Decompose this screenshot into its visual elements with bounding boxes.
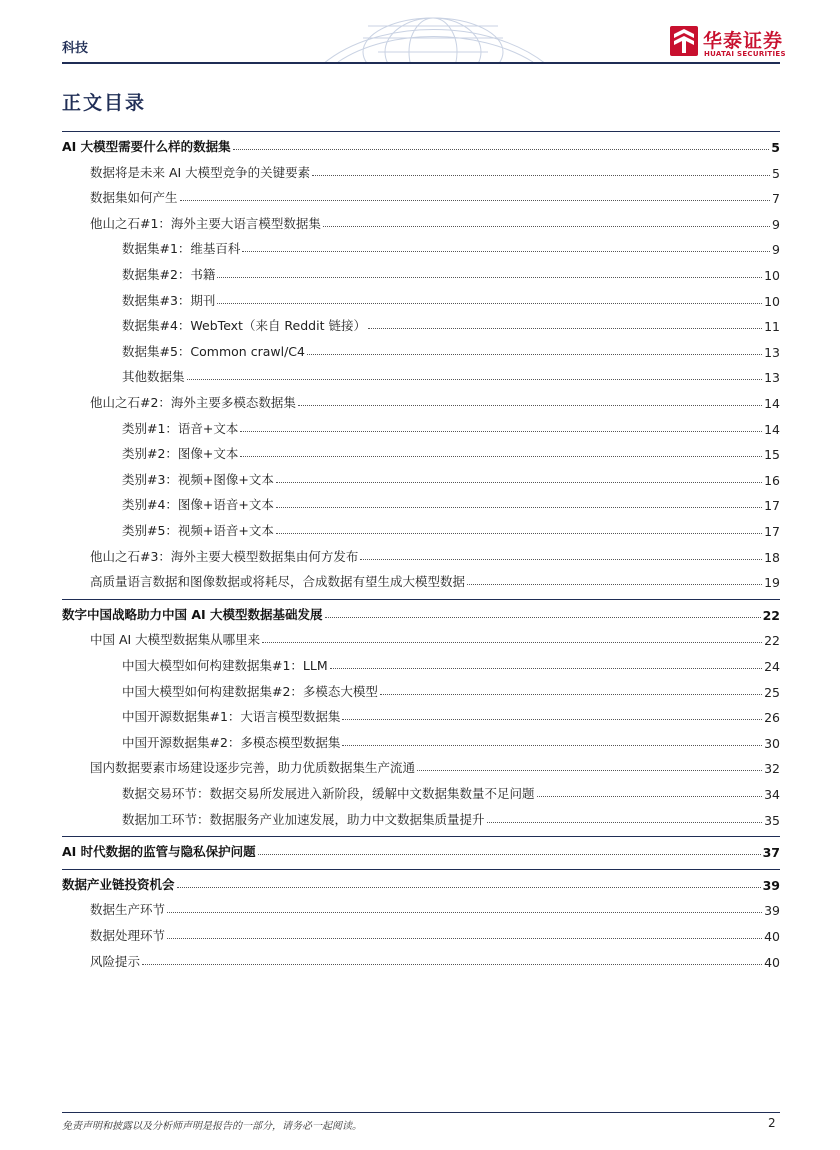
toc-entry-title: 数据加工环节：数据服务产业加速发展，助力中文数据集质量提升 [122, 811, 485, 827]
toc-leader-dots [325, 617, 761, 618]
toc-entry-title: 数据生产环节 [90, 902, 166, 918]
toc-entry-page: 10 [764, 268, 780, 283]
toc-entry-page: 13 [764, 344, 780, 360]
toc-leader-dots [467, 584, 762, 585]
toc-entry-page: 24 [764, 659, 780, 674]
toc-entry[interactable] [90, 754, 780, 776]
toc-entry-page: 9 [772, 242, 780, 258]
toc-leader-dots [360, 559, 762, 560]
section-rule [62, 836, 780, 837]
toc-leader-dots [180, 200, 771, 201]
toc-entry-page: 14 [764, 421, 780, 437]
toc-entry-title: 数据集#1：维基百科 [122, 241, 241, 257]
toc-leader-dots [342, 745, 762, 746]
header-rule [62, 62, 780, 64]
toc-leader-dots [342, 719, 762, 720]
toc-entry-page: 39 [762, 877, 780, 893]
toc-leader-dots [242, 251, 770, 252]
toc-entry-title: 数据将是未来 AI 大模型竞争的关键要素 [90, 164, 311, 180]
section-rule [62, 599, 780, 600]
toc-entry-page: 7 [772, 191, 780, 207]
toc-entry[interactable] [122, 440, 780, 462]
toc-entry-title: 其他数据集 [122, 369, 185, 385]
toc-entry-page: 5 [772, 165, 780, 181]
toc-entry[interactable] [122, 678, 780, 700]
toc-entry[interactable] [122, 235, 780, 257]
logo-chinese-text: 华泰证券 [703, 30, 784, 52]
toc-entry[interactable] [122, 261, 780, 283]
toc-entry-title: 他山之石#2：海外主要多模态数据集 [90, 395, 296, 410]
toc-entry-page: 22 [764, 633, 780, 649]
toc-entry[interactable] [122, 287, 780, 309]
toc-entry[interactable] [90, 948, 780, 970]
toc-entry-page: 37 [762, 845, 780, 861]
toc-entry[interactable] [122, 491, 780, 513]
toc-entry-title: 中国大模型如何构建数据集#2：多模态大模型 [122, 683, 378, 699]
toc-entry-title: 中国大模型如何构建数据集#1：LLM [122, 658, 328, 673]
toc-entry-title: AI 大模型需要什么样的数据集 [62, 139, 231, 154]
toc-entry-title: 数据集#2：书籍 [122, 267, 216, 282]
toc-leader-dots [240, 431, 762, 432]
toc-entry-title: 他山之石#3：海外主要大模型数据集由何方发布 [90, 548, 359, 564]
toc-entry-title: 数据处理环节 [90, 928, 166, 943]
toc-entry[interactable] [90, 159, 780, 181]
toc-entry-title: 数据集#3：期刊 [122, 292, 216, 308]
toc-entry-page: 19 [764, 575, 780, 591]
toc-leader-dots [298, 405, 762, 406]
toc-entry-page: 14 [764, 396, 780, 411]
toc-entry[interactable] [62, 601, 780, 623]
toc-entry-title: 中国开源数据集#1：大语言模型数据集 [122, 709, 341, 725]
toc-leader-dots [217, 277, 762, 278]
globe-decoration-icon [318, 8, 548, 64]
toc-leader-dots [323, 226, 770, 227]
toc-entry-page: 35 [764, 812, 780, 828]
toc-leader-dots [276, 533, 762, 534]
toc-entry-page: 40 [764, 954, 780, 970]
toc-entry-page: 30 [764, 735, 780, 751]
toc-entry-page: 18 [764, 549, 780, 565]
toc-entry-title: 类别#3：视频+图像+文本 [122, 471, 274, 487]
toc-entry[interactable] [122, 312, 780, 334]
toc-leader-dots [262, 642, 762, 643]
toc-leader-dots [258, 854, 761, 855]
toc-entry[interactable] [90, 543, 780, 565]
toc-entry-page: 9 [772, 216, 780, 232]
toc-entry[interactable] [122, 415, 780, 437]
toc-entry-page: 39 [764, 903, 780, 919]
toc-entry-page: 26 [764, 710, 780, 726]
toc-entry-page: 22 [762, 607, 780, 623]
toc-entry-title: 类别#5：视频+语音+文本 [122, 523, 274, 538]
toc-leader-dots [487, 822, 763, 823]
toc-entry-page: 17 [764, 524, 780, 539]
toc-entry[interactable] [62, 838, 780, 860]
section-rule [62, 869, 780, 870]
toc-entry-title: AI 时代数据的监管与隐私保护问题 [62, 844, 256, 860]
toc-entry[interactable] [122, 363, 780, 385]
huatai-logo [670, 24, 786, 60]
toc-entry[interactable] [122, 466, 780, 488]
toc-entry[interactable] [122, 729, 780, 751]
toc-entry-title: 数据集#5：Common crawl/C4 [122, 343, 305, 359]
toc-entry[interactable] [90, 568, 780, 590]
toc-leader-dots [167, 912, 762, 913]
toc-entry-title: 类别#1：语音+文本 [122, 420, 239, 436]
toc-entry[interactable] [90, 626, 780, 648]
page-header [0, 0, 840, 70]
toc-entry-title: 类别#2：图像+文本 [122, 446, 239, 462]
toc-entry-title: 数据交易环节：数据交易所发展进入新阶段，缓解中文数据集数量不足问题 [122, 786, 535, 801]
toc-leader-dots [330, 668, 762, 669]
disclaimer-note: 免责声明和披露以及分析师声明是报告的一部分，请务必一起阅读。 [62, 1121, 362, 1132]
toc-leader-dots [240, 456, 762, 457]
toc-entry[interactable] [122, 806, 780, 828]
toc-leader-dots [233, 149, 770, 150]
toc-entry[interactable] [90, 896, 780, 918]
toc-entry-title: 国内数据要素市场建设逐步完善，助力优质数据集生产流通 [90, 760, 416, 776]
toc-entry-title: 风险提示 [90, 953, 141, 969]
toc-entry-page: 32 [764, 761, 780, 777]
toc-entry-title: 数据产业链投资机会 [62, 876, 175, 892]
toc-entry[interactable] [62, 133, 780, 155]
toc-entry[interactable] [122, 517, 780, 539]
section-label: 科技 [62, 41, 89, 56]
toc-leader-dots [276, 507, 762, 508]
toc-entry-title: 中国开源数据集#2：多模态模型数据集 [122, 734, 341, 750]
toc-entry-title: 数据集如何产生 [90, 190, 178, 206]
toc-leader-dots [187, 379, 763, 380]
toc-entry-page: 10 [764, 293, 780, 309]
toc-entry[interactable] [122, 703, 780, 725]
toc-entry-page: 34 [764, 787, 780, 802]
toc-leader-dots [177, 887, 761, 888]
toc-entry[interactable] [90, 184, 780, 206]
toc-leader-dots [142, 964, 762, 965]
toc-entry-title: 数字中国战略助力中国 AI 大模型数据基础发展 [62, 606, 323, 622]
toc-entry-title: 中国 AI 大模型数据集从哪里来 [90, 632, 261, 648]
toc-leader-dots [307, 354, 762, 355]
page-title: 正文目录 [62, 92, 147, 114]
toc-entry[interactable] [122, 780, 780, 802]
section-rule [62, 131, 780, 132]
toc-entry-title: 他山之石#1：海外主要大语言模型数据集 [90, 215, 321, 231]
toc-entry[interactable] [90, 210, 780, 232]
toc-entry-page: 11 [764, 319, 780, 335]
toc-entry-page: 40 [764, 929, 780, 944]
huatai-logo-icon [670, 26, 698, 56]
footer-rule [62, 1112, 780, 1113]
toc-entry[interactable] [122, 652, 780, 674]
toc-leader-dots [380, 694, 762, 695]
toc-entry-title: 数据集#4：WebText（来自 Reddit 链接） [122, 318, 366, 334]
toc-leader-dots [276, 482, 762, 483]
toc-leader-dots [368, 328, 762, 329]
toc-entry-title: 类别#4：图像+语音+文本 [122, 497, 274, 513]
toc-entry-page: 13 [764, 370, 780, 386]
toc-entry-page: 25 [764, 684, 780, 700]
toc-entry[interactable] [90, 922, 780, 944]
toc-entry[interactable] [62, 871, 780, 893]
toc-leader-dots [217, 303, 762, 304]
toc-entry[interactable] [122, 338, 780, 360]
toc-entry-title: 高质量语言数据和图像数据或将耗尽，合成数据有望生成大模型数据 [90, 574, 466, 590]
toc-entry-page: 15 [764, 447, 780, 463]
toc-leader-dots [537, 796, 763, 797]
toc-entry[interactable] [90, 389, 780, 411]
toc-leader-dots [417, 770, 762, 771]
toc-entry-page: 16 [764, 472, 780, 488]
toc-entry-page: 17 [764, 498, 780, 514]
toc-leader-dots [167, 938, 762, 939]
page-number: 2 [768, 1116, 776, 1130]
toc-entry-page: 5 [771, 140, 780, 155]
logo-english-text: HUATAI SECURITIES [704, 50, 786, 58]
toc-leader-dots [312, 175, 770, 176]
